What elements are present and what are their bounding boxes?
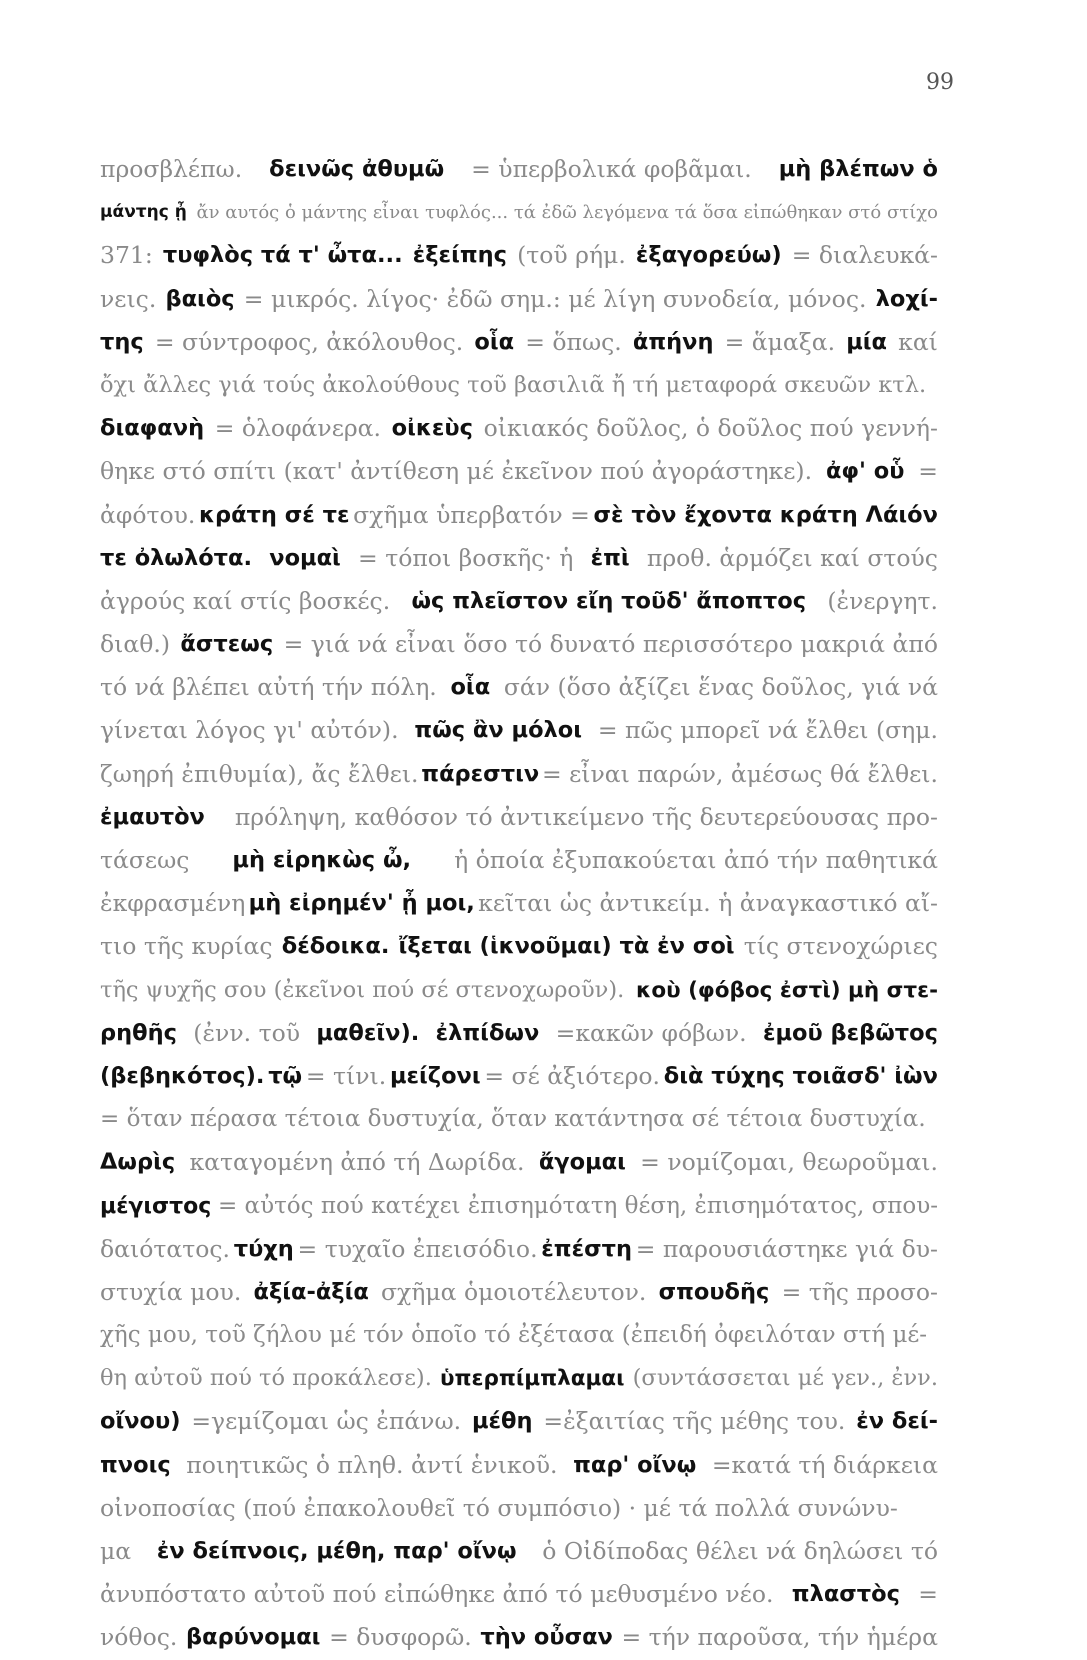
- lemma-term: μέθη: [471, 1408, 533, 1435]
- lemma-term: ἐπὶ: [590, 544, 630, 571]
- lemma-term: οἷα: [474, 328, 515, 355]
- lemma-term: πνοις: [100, 1451, 171, 1478]
- gloss-text: δαιότατος.: [100, 1234, 231, 1263]
- text-line: [100, 839, 938, 882]
- gloss-text: =κακῶν φόβων.: [555, 1018, 747, 1047]
- gloss-text: ὁ Οἰδίποδας θέλει νά δηλώσει τό: [542, 1537, 938, 1565]
- gloss-text: (συντάσσεται μέ γεν., ἐνν.: [632, 1365, 938, 1392]
- text-line: [100, 753, 938, 796]
- lemma-term: βαρύνομαι: [186, 1624, 321, 1651]
- gloss-text: διαθ.): [100, 630, 171, 659]
- lemma-term: τυφλὸς τά τ' ὦτα...: [162, 242, 403, 269]
- text-line: [100, 1098, 938, 1141]
- text-line: [100, 1271, 938, 1314]
- text-line: [100, 537, 938, 580]
- gloss-text: κεῖται ὡς ἀντικείμ. ἡ ἀναγκαστικό αἴ-: [478, 889, 938, 918]
- text-line: [100, 321, 938, 364]
- gloss-text: ἀφότου.: [100, 500, 196, 529]
- lemma-term: ὑπερπίμπλαμαι: [440, 1366, 625, 1392]
- lemma-term: ἀξία-ἀξία: [253, 1278, 369, 1305]
- text-line: [100, 623, 938, 666]
- lemma-term: τῷ: [268, 1062, 303, 1089]
- lemma-term: πῶς ἂν μόλοι: [414, 717, 583, 744]
- gloss-text: προθ. ἁρμόζει καί στούς: [646, 543, 938, 572]
- text-line: [100, 1530, 938, 1573]
- text-line: [100, 969, 938, 1012]
- lemma-term: πλαστὸς: [791, 1581, 900, 1608]
- lemma-term: (βεβηκότος).: [100, 1062, 265, 1089]
- lemma-term: τύχη: [233, 1235, 294, 1262]
- lemma-term: σπουδῆς: [658, 1278, 770, 1305]
- lemma-term: νομαὶ: [269, 544, 341, 571]
- gloss-text: στυχία μου.: [100, 1277, 242, 1306]
- gloss-text: (ἐνεργητ.: [827, 586, 938, 615]
- gloss-text: ἀνυπόστατο αὐτοῦ πού εἰπώθηκε ἀπό τό μεθυσμένο νέο.: [100, 1580, 774, 1609]
- gloss-text: =ἐξαιτίας τῆς μέθης του.: [543, 1407, 846, 1436]
- lemma-term: ἀπήνη: [632, 328, 714, 355]
- gloss-text: 371:: [100, 241, 153, 270]
- gloss-text: = ὁλοφάνερα.: [214, 414, 382, 443]
- gloss-text: σχῆμα ὁμοιοτέλευτον.: [381, 1277, 647, 1306]
- gloss-text: ἄν αυτός ὁ μάντης εἶναι τυφλός... τά ἐδῶ λεγόμενα τά ὅσα εἰπώθηκαν στό στίχο: [196, 202, 938, 224]
- lemma-term: κράτη σέ τε: [198, 501, 350, 528]
- lemma-term: λοχί-: [875, 285, 938, 312]
- text-line: [100, 1314, 938, 1357]
- lemma-term: κοὺ (φόβος ἐστὶ) μὴ στε-: [636, 977, 938, 1003]
- gloss-text: ὄχι ἄλλες γιά τούς ἀκολούθους τοῦ βασιλιᾶ ἤ τή μεταφορά σκευῶν κτλ.: [100, 371, 927, 398]
- lemma-term: μὴ εἰρηκὼς ὦ,: [232, 847, 412, 873]
- text-line: [100, 1012, 938, 1055]
- lemma-term: Δωρὶς: [100, 1149, 176, 1176]
- lemma-term: ἐν δείπνοις, μέθη, παρ' οἴνῳ: [156, 1538, 517, 1564]
- gloss-text: = ὅπως.: [525, 327, 622, 356]
- text-line: [100, 234, 938, 277]
- gloss-text: =κατά τή διάρκεια: [711, 1450, 938, 1479]
- gloss-text: ἐκφρασμένη: [100, 889, 246, 918]
- gloss-text: = σέ ἀξιότερο.: [484, 1061, 661, 1090]
- lemma-term: μέγιστος: [100, 1193, 212, 1219]
- lemma-term: τὴν οὖσαν: [480, 1624, 613, 1651]
- gloss-text: (τοῦ ρήμ.: [517, 241, 626, 270]
- gloss-text: τιο τῆς κυρίας: [100, 932, 273, 961]
- lemma-term: οἴνου): [100, 1408, 181, 1435]
- lemma-term: οἷα: [450, 674, 491, 701]
- gloss-text: γίνεται λόγος γι' αὐτόν).: [100, 716, 399, 745]
- gloss-text: οἰνοποσίας (πού ἐπακολουθεῖ τό συμπόσιο) · μέ τά πολλά συνώνυ-: [100, 1493, 898, 1522]
- gloss-text: σάν (ὅσο ἀξίζει ἕνας δοῦλος, γιά νά: [503, 673, 938, 702]
- page-number: 99: [926, 70, 954, 95]
- text-line: [100, 1228, 938, 1271]
- text-line: [100, 666, 938, 709]
- gloss-text: τῆς ψυχῆς σου (ἐκεῖνοι πού σέ στενοχωροῦν).: [100, 976, 625, 1003]
- gloss-text: = τῆς προσο-: [781, 1277, 938, 1306]
- gloss-text: καταγομένη ἀπό τή Δωρίδα.: [189, 1148, 525, 1177]
- lemma-term: δέδοικα.: [281, 933, 390, 960]
- lemma-term: μὴ εἰρημέν' ᾖ μοι,: [248, 890, 475, 917]
- gloss-text: ἡ ὁποία ἐξυπακούεται ἀπό τήν παθητικά: [454, 846, 938, 874]
- gloss-text: = εἶναι παρών, ἀμέσως θά ἔλθει.: [541, 759, 938, 788]
- gloss-text: νόθος.: [100, 1623, 178, 1652]
- text-line: [100, 925, 938, 968]
- gloss-text: σχῆμα ὑπερβατόν =: [353, 500, 590, 529]
- gloss-text: = νομίζομαι, θεωροῦμαι.: [640, 1148, 938, 1177]
- lemma-term: ἄγομαι: [538, 1149, 626, 1176]
- gloss-text: προσβλέπω.: [100, 155, 243, 183]
- gloss-text: =γεμίζομαι ὡς ἐπάνω.: [191, 1407, 462, 1436]
- text-line: [100, 1487, 938, 1530]
- text-line: [100, 882, 938, 925]
- gloss-text: ζωηρή ἐπιθυμία), ἄς ἔλθει.: [100, 759, 419, 788]
- lemma-term: της: [100, 328, 144, 355]
- lemma-term: μάντης ᾖ: [100, 202, 187, 223]
- gloss-text: = ὑπερβολικά φοβᾶμαι.: [471, 155, 752, 183]
- gloss-text: μα: [100, 1537, 132, 1565]
- text-line: [100, 796, 938, 839]
- lemma-term: παρ' οἴνῳ: [573, 1451, 697, 1478]
- lemma-term: ὡς πλεῖστον εἴη τοῦδ' ἄποπτος: [411, 587, 807, 614]
- gloss-text: =: [918, 1580, 938, 1609]
- lemma-term: ἐμοῦ βεβῶτος: [762, 1019, 938, 1046]
- lemma-term: ἴξεται (ἱκνοῦμαι) τὰ ἐν σοὶ: [398, 933, 735, 960]
- lemma-term: ρηθῆς: [100, 1019, 177, 1046]
- text-line: [100, 494, 938, 537]
- text-line: [100, 1141, 938, 1184]
- gloss-text: = σύντροφος, ἀκόλουθος.: [154, 327, 464, 356]
- lemma-term: ἐξαγορεύω): [635, 242, 782, 269]
- lemma-term: δεινῶς ἀθυμῶ: [269, 156, 445, 182]
- lemma-term: ἄστεως: [180, 631, 274, 658]
- gloss-text: = τήν παροῦσα, τήν ἡμέρα: [621, 1623, 938, 1652]
- gloss-text: = τίνι.: [305, 1061, 387, 1090]
- text-line: [100, 1573, 938, 1616]
- text-line: [100, 450, 938, 493]
- gloss-text: οἰκιακός δοῦλος, ὁ δοῦλος πού γεννή-: [483, 414, 938, 443]
- lemma-term: βαιὸς: [165, 285, 235, 312]
- gloss-text: πρόληψη, καθόσον τό ἀντικείμενο τῆς δευτερεύουσας προ-: [234, 802, 938, 831]
- gloss-text: τό νά βλέπει αὐτή τήν πόλη.: [100, 673, 437, 702]
- gloss-text: = δυσφορῶ.: [329, 1623, 472, 1652]
- lemma-term: οἰκεὺς: [391, 415, 473, 442]
- text-line: [100, 580, 938, 623]
- gloss-text: =: [918, 457, 938, 486]
- text-line: [100, 1055, 938, 1098]
- gloss-text: θηκε στό σπίτι (κατ' ἀντίθεση μέ ἐκεῖνον πού ἀγοράστηκε).: [100, 457, 813, 486]
- lemma-term: μαθεῖν).: [316, 1019, 420, 1046]
- gloss-text: = αὐτός πού κατέχει ἐπισημότατη θέση, ἐπισημότατος, σπου-: [217, 1192, 938, 1219]
- text-line: [100, 364, 938, 407]
- lemma-term: ἐπέστη: [541, 1235, 632, 1262]
- gloss-text: = ὅταν πέρασα τέτοια δυστυχία, ὅταν κατάντησα σέ τέτοια δυστυχία.: [100, 1106, 926, 1133]
- text-line: [100, 1185, 938, 1228]
- lemma-term: μία: [846, 328, 887, 355]
- lemma-term: διὰ τύχης τοιᾶσδ' ἰὼν: [663, 1062, 938, 1089]
- gloss-text: = τυχαῖο ἐπεισόδιο.: [297, 1234, 538, 1263]
- text-line: [100, 148, 938, 191]
- gloss-text: = πῶς μπορεῖ νά ἔλθει (σημ.: [597, 716, 938, 745]
- lemma-term: σὲ τὸν ἔχοντα κράτη Λάιόν: [593, 501, 938, 528]
- text-line: [100, 1616, 938, 1659]
- gloss-text: νεις.: [100, 284, 157, 313]
- gloss-text: = παρουσιάστηκε γιά δυ-: [635, 1234, 938, 1263]
- lemma-term: ἐξείπης: [412, 242, 507, 269]
- text-line: [100, 1357, 938, 1400]
- lemma-term: ἐν δεί-: [856, 1408, 938, 1435]
- gloss-text: τίς στενοχώριες: [743, 932, 938, 961]
- commentary-text: [100, 148, 938, 1660]
- gloss-text: θη αὐτοῦ πού τό προκάλεσε).: [100, 1365, 432, 1392]
- lemma-term: μὴ βλέπων ὁ: [778, 156, 938, 182]
- text-line: [100, 407, 938, 450]
- text-line: [100, 1400, 938, 1443]
- gloss-text: = γιά νά εἶναι ὅσο τό δυνατό περισσότερο μακριά ἀπό: [283, 630, 938, 659]
- gloss-text: ποιητικῶς ὁ πληθ. ἀντί ἑνικοῦ.: [186, 1450, 558, 1479]
- gloss-text: ἀγρούς καί στίς βοσκές.: [100, 586, 391, 615]
- gloss-text: = μικρός. λίγος· ἐδῶ σημ.: μέ λίγη συνοδεία, μόνος.: [243, 284, 867, 313]
- gloss-text: (ἐνν. τοῦ: [193, 1018, 301, 1047]
- lemma-term: ἀφ' οὗ: [825, 458, 905, 485]
- gloss-text: τάσεως: [100, 846, 190, 874]
- lemma-term: μείζονι: [389, 1062, 481, 1089]
- gloss-text: = διαλευκά-: [791, 241, 938, 270]
- lemma-term: τε ὀλωλότα.: [100, 544, 253, 571]
- gloss-text: = τόποι βοσκῆς· ἡ: [358, 543, 574, 572]
- lemma-term: ἐμαυτὸν: [100, 803, 205, 830]
- text-line: [100, 278, 938, 321]
- gloss-text: χῆς μου, τοῦ ζήλου μέ τόν ὁποῖο τό ἐξέτασα (ἐπειδή ὀφειλόταν στή μέ-: [100, 1322, 928, 1349]
- text-line: [100, 709, 938, 752]
- text-line: [100, 191, 938, 234]
- gloss-text: = ἅμαξα.: [724, 327, 836, 356]
- lemma-term: πάρεστιν: [421, 760, 540, 787]
- lemma-term: διαφανὴ: [100, 415, 205, 442]
- lemma-term: ἐλπίδων: [435, 1019, 540, 1046]
- text-line: [100, 1444, 938, 1487]
- gloss-text: καί: [898, 327, 938, 356]
